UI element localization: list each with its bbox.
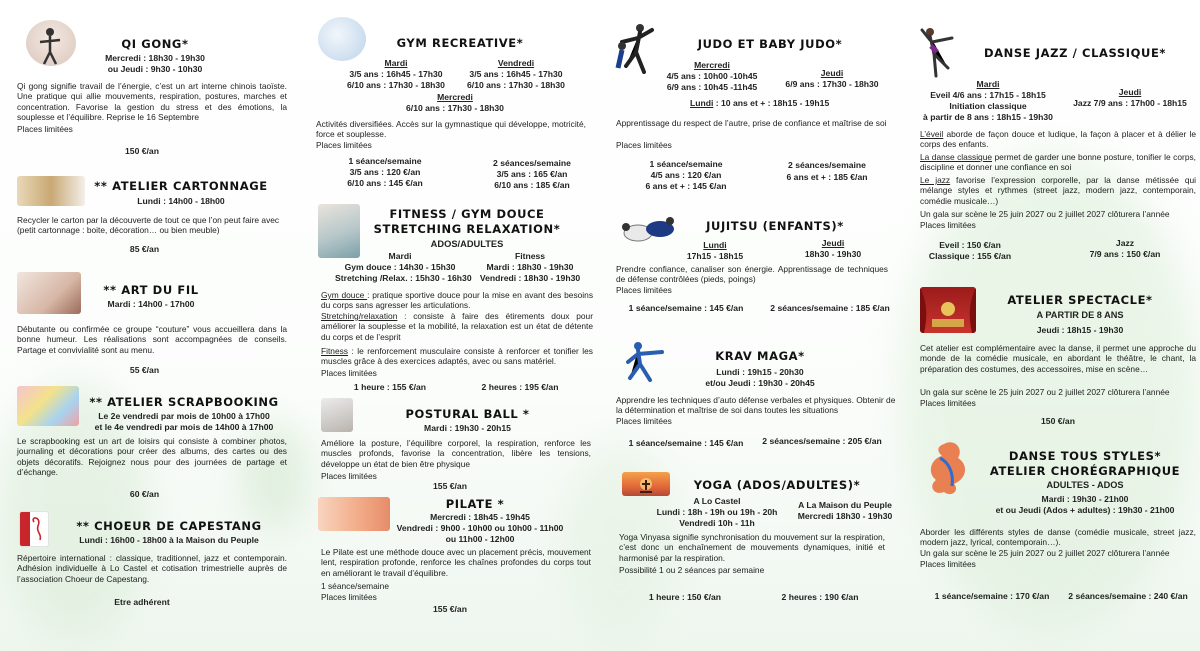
yoga-image [622,472,670,496]
postural-description: Améliore la posture, l’équilibre corporel, la respiration, renforce les muscles profonds, favorise la concentration, libère les tensions, développe un état de bien être physique [321,438,591,469]
cartonnage-title: ** ATELIER CARTONNAGE [94,179,268,193]
spectacle-image [920,287,976,333]
tousstyles-schedule: Mardi : 19h30 - 21h00 [1041,494,1129,504]
cartonnage-description: Recycler le carton par la découverte de tout ce que l’on peut faire avec (petit cartonnage : boite, décoration… ou bien meuble) [17,215,280,236]
yoga-description: Yoga Vinyasa signifie synchronisation du mouvement sur la respiration, c’est donc un enchaînement de mouvements dynamiques, initié et harmonisé par la respiration. [619,532,885,563]
judo-mercredi-line: 4/5 ans : 10h00 -10h45 [666,71,758,81]
fitness-price: 1 heure : 155 €/an [353,382,427,392]
gym-limit: Places limitées [316,140,372,150]
tousstyles-schedule: et ou Jeudi (Ados + adultes) : 19h30 - 21h00 [995,505,1175,515]
jujitsu-description: Prendre confiance, canaliser son énergie. Apprentissage de techniques de défense contrôlées (pieds, poings) [616,264,888,285]
scrapbooking-price: 60 €/an [129,489,160,499]
judo-image [608,22,658,80]
scrapbooking-description: Le scrapbooking est un art de loisirs qui consiste à combiner photos, journaling et décorations pour créer des albums, des cartes ou des objets décoratifs. Rejoignez nous pour des journées de partage et d’échange. [17,436,287,477]
gym-price-heading: 1 séance/semaine [348,156,422,166]
judo-jeudi-line: 6/9 ans : 17h30 - 18h30 [785,79,879,89]
yoga-locastel-line: Lundi : 18h - 19h ou 19h - 20h [656,507,778,517]
judo-title: JUDO ET BABY JUDO* [697,37,843,51]
spectacle-schedule: Jeudi : 18h15 - 19h30 [1036,325,1124,335]
tousstyles-limit: Places limitées [920,559,976,569]
jazz-jeudi-line: Jazz 7/9 ans : 17h00 - 18h15 [1073,98,1187,108]
judo-price: 4/5 ans : 120 €/an [650,170,722,180]
yoga-sessions: Possibilité 1 ou 2 séances par semaine [619,565,765,575]
pilate-price: 155 €/an [433,604,467,614]
yoga-locastel-heading: A Lo Castel [693,496,741,506]
fitness-limit: Places limitées [321,368,377,378]
gym-title: GYM RECREATIVE* [396,36,524,50]
fitness-title: FITNESS / GYM DOUCE [389,207,545,221]
fitness-subtitle: ADOS/ADULTES [430,239,504,249]
tousstyles-description: Aborder les différents styles de danse (comédie musicale, street jazz, modern jazz, lyrical, contemporain…). [920,527,1196,548]
jazz-price: Eveil : 150 €/an [939,240,1001,250]
gym-mercredi-line: 6/10 ans : 17h30 - 18h30 [406,103,504,113]
judo-price-heading: 2 séances/semaine [788,160,866,170]
fitness-stretching-text: Stretching/relaxation : consiste à faire des étirements doux pour améliorer la souplesse et la mobilité, la relaxation est un état de détente du corps et de l’esprit [321,311,593,342]
jujitsu-price: 2 séances/semaine : 185 €/an [770,303,890,313]
artfil-description: Débutante ou confirmée ce groupe “couture” vous accueillera dans la bonne humeur. Les réalisations sont accompagnées de conseils. Partage et convivialité sont au menu. [17,324,287,355]
fitness-gymdouce-text: Gym douce : pratique sportive douce pour la mise en avant des besoins du corps sans agresser les articulations. [321,290,594,311]
jazz-price: Classique : 155 €/an [928,251,1012,261]
choeur-logo [19,511,49,547]
tousstyles-price: 2 séances/semaine : 240 €/an [1068,591,1188,601]
artfil-price: 55 €/an [129,365,160,375]
tousstyles-title: ATELIER CHORÉGRAPHIQUE [989,464,1181,478]
qigong-image [26,20,76,66]
postural-image [321,398,353,432]
artfil-schedule: Mardi : 14h00 - 17h00 [107,299,195,309]
tousstyles-image [924,438,974,498]
fitness-mardi-line: Stretching /Relax. : 15h30 - 16h30 [335,273,472,283]
jujitsu-jeudi-line: 18h30 - 19h30 [804,249,862,259]
jazz-mardi-line: Eveil 4/6 ans : 17h15 - 18h15 [930,90,1046,100]
gym-image [318,17,366,61]
gym-price: 6/10 ans : 185 €/an [494,180,570,190]
jazz-price-heading: Jazz [1115,238,1135,248]
yoga-maisonpeuple-line: Mercredi 18h30 - 19h30 [797,511,893,521]
fitness-mardi-line: Gym douce : 14h30 - 15h30 [344,262,456,272]
yoga-locastel-line: Vendredi 10h - 11h [679,518,755,528]
gym-mardi-line: 6/10 ans : 17h30 - 18h30 [347,80,445,90]
postural-limit: Places limitées [321,471,377,481]
jazz-image [918,24,958,82]
qigong-title: QI GONG* [121,37,189,51]
fitness-image [318,204,360,258]
cartonnage-image [17,176,85,206]
cartonnage-schedule: Lundi : 14h00 - 18h00 [137,196,225,206]
pilate-description: Le Pilate est une méthode douce avec un placement précis, mouvement lent, respiration profonde, renforce les chaînes profondes du corps tout en améliorant le travail d’équilibre. [321,547,591,578]
pilate-image [318,497,390,531]
jazz-gala: Un gala sur scène le 25 juin 2027 ou 2 juillet 2027 clôturera l’année [920,209,1170,219]
jujitsu-title: JUJITSU (ENFANTS)* [706,219,844,233]
gym-vendredi-heading: Vendredi [497,58,535,68]
choeur-price: Etre adhérent [114,597,170,607]
gym-mardi-heading: Mardi [384,58,408,68]
spectacle-price: 150 €/an [1041,416,1075,426]
gym-vendredi-line: 3/5 ans : 16h45 - 17h30 [469,69,563,79]
jazz-mardi-line: Initiation classique [949,101,1027,111]
jazz-limit: Places limitées [920,220,976,230]
judo-mercredi-line: 6/9 ans : 10h45 -11h45 [666,82,758,92]
gym-price: 6/10 ans : 145 €/an [347,178,423,188]
postural-price: 155 €/an [433,481,467,491]
qigong-price: 150 €/an [125,146,159,156]
jujitsu-limit: Places limitées [616,285,672,295]
krav-description: Apprendre les techniques d’auto défense verbales et physiques. Obtenir de la détermination et maîtrise de soi dans toutes les situations [616,395,896,416]
yoga-maisonpeuple-heading: A La Maison du Peuple [798,500,892,510]
scrapbooking-schedule: Le 2e vendredi par mois de 10h00 à 17h00 [98,411,270,421]
judo-price: 6 ans et + : 145 €/an [645,181,727,191]
jazz-jeudi-heading: Jeudi [1118,87,1142,97]
judo-price: 6 ans et + : 185 €/an [786,172,868,182]
cartonnage-price: 85 €/an [129,244,160,254]
judo-price-heading: 1 séance/semaine [649,159,723,169]
choeur-schedule: Lundi : 16h00 - 18h00 à la Maison du Peuple [79,535,259,545]
tousstyles-subtitle: ADULTES - ADOS [1046,480,1124,490]
artfil-title: ** ART DU FIL [103,283,199,297]
judo-lundi-line: Lundi : 10 ans et + : 18h15 - 19h15 [690,98,830,108]
fitness-fitness-heading: Fitness [514,251,546,261]
gym-vendredi-line: 6/10 ans : 17h30 - 18h30 [467,80,565,90]
gym-price: 3/5 ans : 120 €/an [349,167,421,177]
postural-title: POSTURAL BALL * [405,407,530,421]
gym-description: Activités diversifiées. Accès sur la gymnastique qui développe, motricité, force et souplesse. [316,119,586,140]
jujitsu-jeudi-heading: Jeudi [821,238,845,248]
jazz-mardi-line: à partir de 8 ans : 18h15 - 19h30 [923,112,1053,122]
jujitsu-lundi-heading: Lundi [703,240,727,250]
scrapbooking-title: ** ATELIER SCRAPBOOKING [89,395,279,409]
pilate-sessions: 1 séance/semaine [321,581,389,591]
jazz-classique-text: La danse classique permet de garder une bonne posture, tonifier le corps, discipline et donner une confiance en soi [920,152,1196,173]
krav-image [622,340,668,384]
spectacle-description: Cet atelier est complémentaire avec la danse, il permet une approche du monde de la comédie musicale, en abordant le théâtre, le chant, la préparation des costumes, des accessoires, mise en scène… [920,343,1196,374]
tousstyles-price: 1 séance/semaine : 170 €/an [934,591,1050,601]
scrapbooking-schedule: et le 4e vendredi par mois de 14h00 à 17h00 [94,422,274,432]
postural-schedule: Mardi : 19h30 - 20h15 [424,423,511,433]
qigong-description: Qi gong signifie travail de l’énergie, c’est un art interne chinois taoïste. Une pratique qui allie mouvements, respiration, postures, marches et concentration. Favorise la gestion du stress et des émotions, la souplesse et l’équilibre. Reprise le 16 Septembre [17,81,287,122]
jazz-eveil-text: L’éveil aborde de façon douce et ludique, la façon à placer et à délier le corps des enfants. [920,129,1196,150]
fitness-title: STRETCHING RELAXATION* [373,222,561,236]
pilate-schedule: Mercredi : 18h45 - 19h45 [430,512,530,522]
spectacle-limit: Places limitées [920,398,976,408]
gym-price-heading: 2 séances/semaine [493,158,571,168]
yoga-price: 2 heures : 190 €/an [781,592,859,602]
pilate-title: PILATE * [445,497,505,511]
krav-price: 2 séances/semaine : 205 €/an [762,436,882,446]
choeur-description: Répertoire international : classique, traditionnel, jazz et contemporain. Adhésion individuelle à Lo Castel et cotisation trimestrielle auprès de l’association Choeur de Capestang. [17,553,287,584]
yoga-title: YOGA (ADOS/ADULTES)* [693,478,861,492]
gym-price: 3/5 ans : 165 €/an [496,169,568,179]
fitness-fitness-line: Vendredi : 18h30 - 19h30 [479,273,581,283]
gym-mardi-line: 3/5 ans : 16h45 - 17h30 [349,69,443,79]
qigong-limit: Places limitées [17,124,73,134]
krav-limit: Places limitées [616,416,672,426]
jujitsu-lundi-line: 17h15 - 18h15 [686,251,744,261]
krav-schedule: Lundi : 19h15 - 20h30 [716,367,804,377]
judo-limit: Places limitées [616,140,672,150]
yoga-price: 1 heure : 150 €/an [648,592,722,602]
fitness-mardi-heading: Mardi [388,251,412,261]
fitness-price: 2 heures : 195 €/an [481,382,559,392]
jazz-title: DANSE JAZZ / CLASSIQUE* [983,46,1167,60]
pilate-schedule: ou 11h00 - 12h00 [445,534,515,544]
spectacle-title: ATELIER SPECTACLE* [1007,293,1153,307]
krav-title: KRAV MAGA* [715,349,805,363]
fitness-fitness-line: Mardi : 18h30 - 19h30 [486,262,574,272]
choeur-title: ** CHOEUR DE CAPESTANG [76,519,262,533]
pilate-limit: Places limitées [321,592,377,602]
jazz-jazz-text: Le jazz favorise l’expression corporelle, par la danse métissée qui mélange styles et rythmes (street jazz, modern jazz, contemporain, comédie musicale…) [920,175,1196,206]
scrapbooking-image [17,386,79,426]
tousstyles-gala: Un gala sur scène le 25 juin 2027 ou 2 juillet 2027 clôturera l’année [920,548,1170,558]
spectacle-gala: Un gala sur scène le 25 juin 2027 ou 2 juillet 2027 clôturera l’année [920,387,1170,397]
krav-schedule: et/ou Jeudi : 19h30 - 20h45 [705,378,815,388]
tousstyles-title: DANSE TOUS STYLES* [1008,449,1162,463]
qigong-schedule: Mercredi : 18h30 - 19h30 [105,53,205,63]
judo-description: Apprentissage du respect de l’autre, prise de confiance et maîtrise de soi [616,118,887,128]
judo-jeudi-heading: Jeudi [820,68,844,78]
jazz-mardi-heading: Mardi [976,79,1000,89]
artfil-image [17,272,81,314]
qigong-schedule: ou Jeudi : 9h30 - 10h30 [107,64,203,74]
fitness-fitness-text: Fitness : le renforcement musculaire consiste à renforcer et tonifier les muscles grâce à des exercices adaptés, avec ou sans matériel. [321,346,593,367]
jujitsu-price: 1 séance/semaine : 145 €/an [628,303,744,313]
pilate-schedule: Vendredi : 9h00 - 10h00 ou 10h00 - 11h00 [396,523,564,533]
gym-mercredi-heading: Mercredi [437,92,473,102]
judo-mercredi-heading: Mercredi [694,60,730,70]
spectacle-subtitle: A PARTIR DE 8 ANS [1036,310,1124,320]
krav-price: 1 séance/semaine : 145 €/an [628,438,744,448]
jazz-price: 7/9 ans : 150 €/an [1089,249,1161,259]
